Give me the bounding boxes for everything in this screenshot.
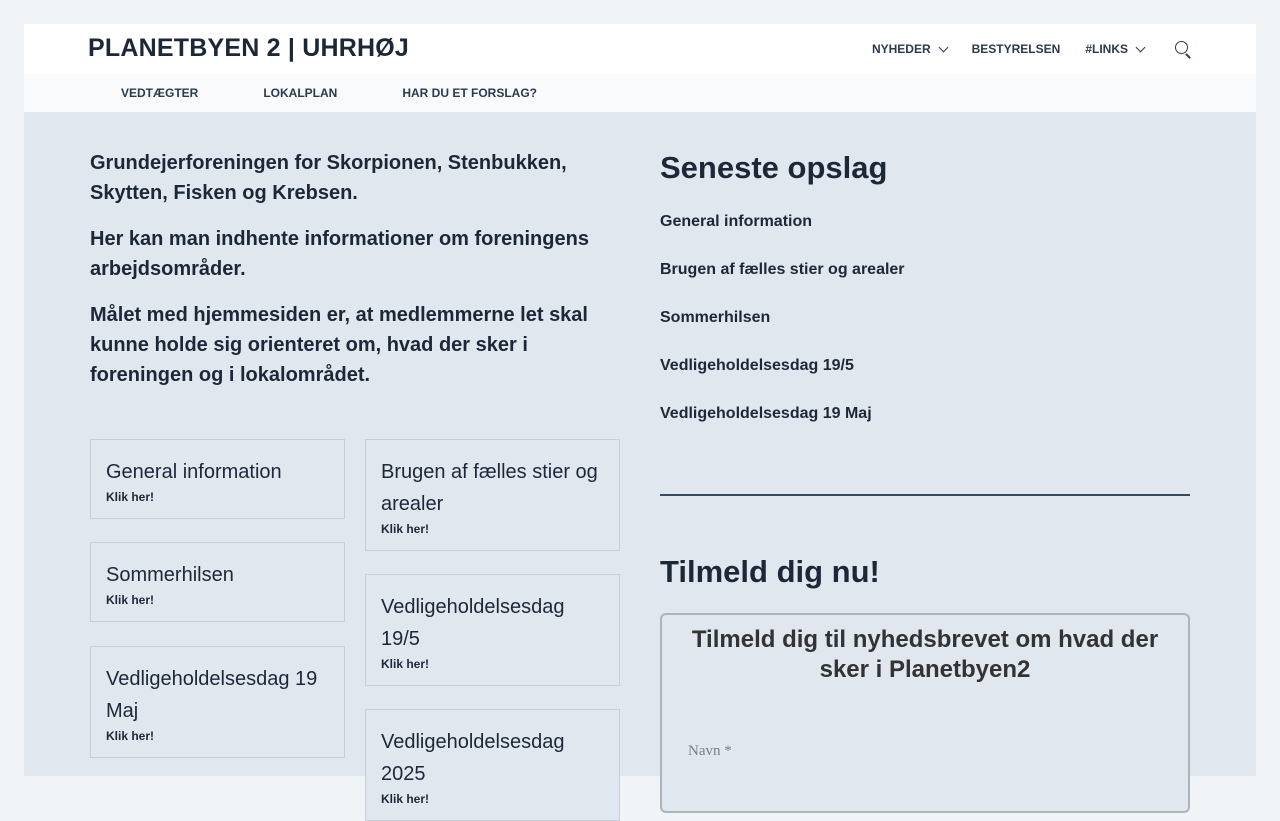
card-title[interactable]: Brugen af fælles stier og arealer	[381, 461, 598, 515]
recent-post-link[interactable]: Vedligeholdelsesdag 19 Maj	[660, 405, 872, 422]
post-card-vedligeholdelsesdag-2025[interactable]	[365, 709, 620, 821]
post-card-vedligeholdelsesdag-19-5[interactable]	[365, 574, 620, 686]
newsletter-form	[660, 613, 1190, 813]
recent-post-link[interactable]: General information	[660, 213, 813, 230]
signup-heading: Tilmeld dig nu!	[660, 554, 880, 589]
card-link[interactable]: Klik her!	[381, 522, 430, 536]
nav-item-links[interactable]	[1085, 42, 1144, 56]
card-link[interactable]: Klik her!	[381, 657, 430, 671]
post-card-general-information[interactable]	[90, 439, 345, 519]
recent-post-link[interactable]: Brugen af fælles stier og arealer	[660, 261, 905, 278]
sidebar-divider	[660, 494, 1190, 496]
nav-item-label: NYHEDER	[871, 42, 931, 56]
card-link[interactable]: Klik her!	[106, 490, 155, 504]
card-title[interactable]: Vedligeholdelsesdag 19/5	[381, 596, 565, 650]
nav-item-nyheder[interactable]	[872, 42, 947, 56]
form-title: Tilmeld dig til nyhedsbrevet om hvad der sker i Planetbyen2	[691, 626, 1159, 683]
sidebar	[660, 150, 1190, 453]
post-card-brugen-af-faelles-stier[interactable]	[365, 439, 620, 551]
intro-text	[90, 148, 630, 406]
subnav-item-forslag[interactable]: HAR DU ET FORSLAG?	[402, 86, 538, 100]
header-bar	[24, 24, 1256, 74]
chevron-down-icon	[938, 42, 948, 52]
card-title[interactable]: Vedligeholdelsesdag 2025	[381, 731, 565, 785]
search-icon[interactable]	[1174, 40, 1192, 58]
post-card-vedligeholdelsesdag-19-maj[interactable]	[90, 646, 345, 758]
card-link[interactable]: Klik her!	[106, 729, 155, 743]
recent-post-link[interactable]: Vedligeholdelsesdag 19/5	[660, 357, 854, 374]
site-title[interactable]: PLANETBYEN 2 | UHRHØJ	[88, 34, 409, 62]
card-title[interactable]: Vedligeholdelsesdag 19 Maj	[106, 668, 318, 722]
card-link[interactable]: Klik her!	[381, 792, 430, 806]
card-link[interactable]: Klik her!	[106, 593, 155, 607]
recent-posts-list	[660, 213, 1190, 453]
recent-posts-heading: Seneste opslag	[660, 150, 888, 185]
nav-item-bestyrelsen[interactable]	[972, 42, 1061, 56]
post-card-sommerhilsen[interactable]	[90, 542, 345, 622]
recent-post-link[interactable]: Sommerhilsen	[660, 309, 771, 326]
subnav-item-lokalplan[interactable]: LOKALPLAN	[263, 86, 338, 100]
subnav-item-vedtaegter[interactable]: VEDTÆGTER	[121, 86, 199, 100]
card-title[interactable]: Sommerhilsen	[106, 564, 234, 586]
intro-paragraph: Grundejerforeningen for Skorpionen, Stenbukken, Skytten, Fisken og Krebsen.	[90, 152, 567, 204]
page-frame	[24, 24, 1256, 806]
chevron-down-icon	[1136, 42, 1146, 52]
intro-paragraph: Målet med hjemmesiden er, at medlemmerne let skal kunne holde sig orienteret om, hvad der sker i foreningen og i lokalområdet.	[90, 304, 588, 386]
name-field-label: Navn *	[688, 743, 732, 759]
nav-item-label: #LINKS	[1085, 42, 1128, 56]
intro-paragraph: Her kan man indhente informationer om foreningens arbejdsområder.	[90, 228, 589, 280]
nav-item-label: BESTYRELSEN	[971, 42, 1061, 56]
sub-nav	[24, 74, 1256, 112]
main-nav	[847, 24, 1192, 74]
card-title[interactable]: General information	[106, 461, 282, 483]
